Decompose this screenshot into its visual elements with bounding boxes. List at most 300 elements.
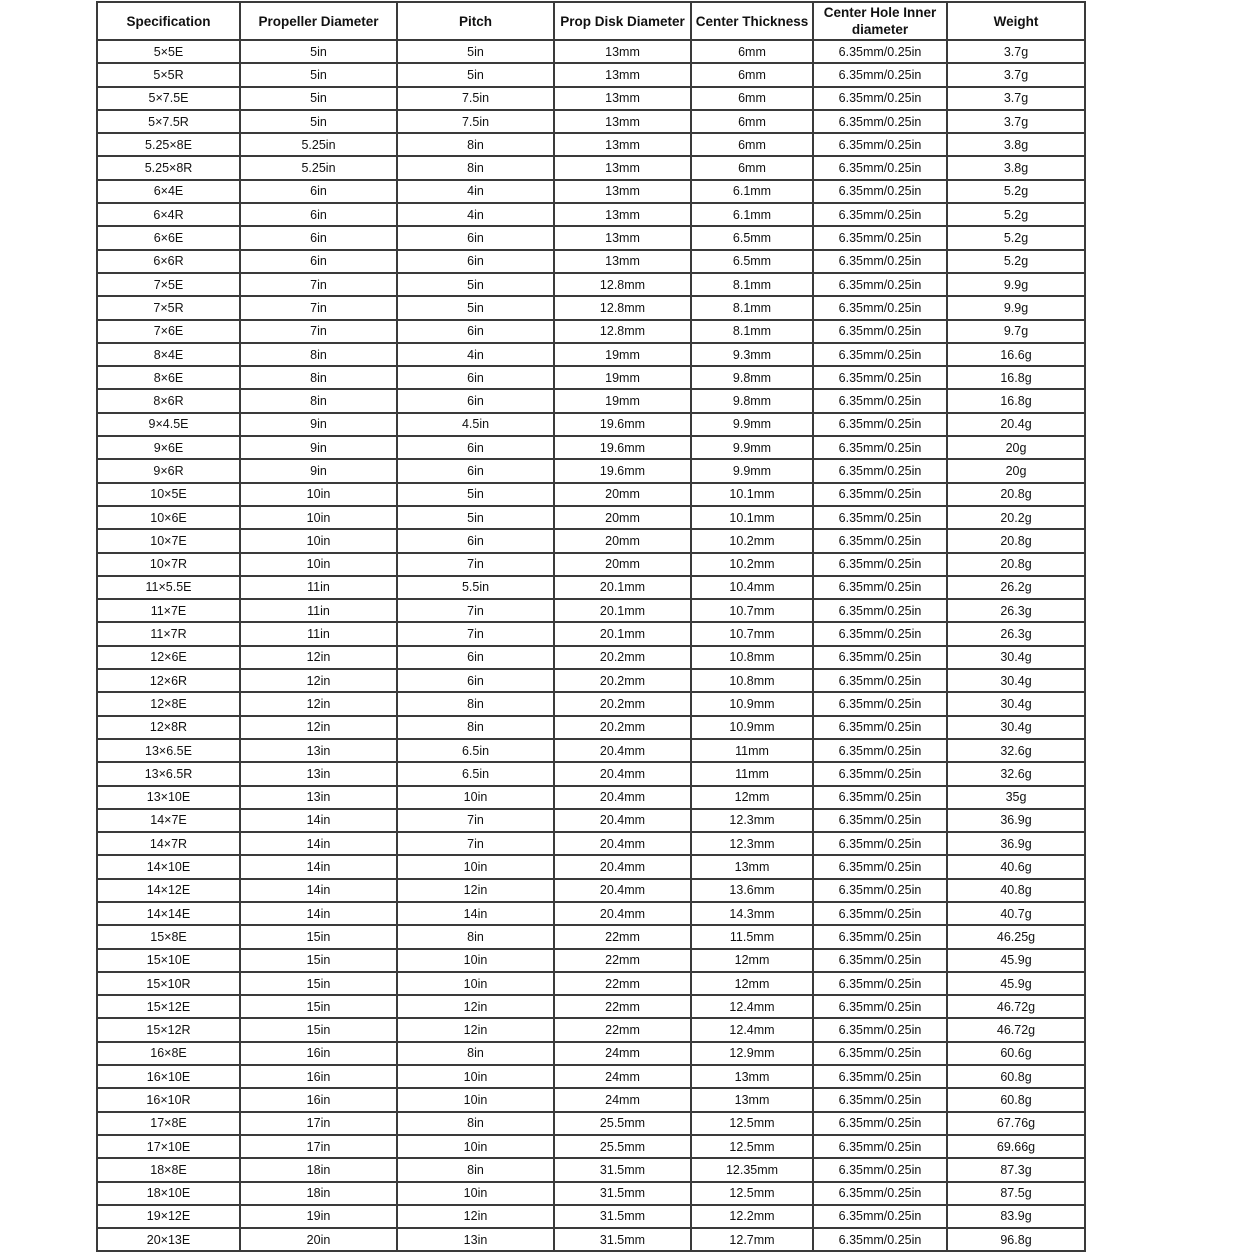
cell-center-hole-inner-diameter: 6.35mm/0.25in [813,40,947,63]
cell-center-thickness: 6mm [691,133,813,156]
cell-propeller-diameter: 14in [240,809,397,832]
cell-pitch: 6.5in [397,762,554,785]
table-row [97,1042,1085,1065]
cell-pitch: 6.5in [397,739,554,762]
cell-center-hole-inner-diameter: 6.35mm/0.25in [813,180,947,203]
table-row [97,180,1085,203]
cell-center-hole-inner-diameter: 6.35mm/0.25in [813,925,947,948]
cell-center-hole-inner-diameter: 6.35mm/0.25in [813,1112,947,1135]
cell-prop-disk-diameter: 31.5mm [554,1158,691,1181]
cell-pitch: 10in [397,1182,554,1205]
cell-spec: 6×4E [97,180,240,203]
cell-prop-disk-diameter: 12.8mm [554,273,691,296]
cell-weight: 9.7g [947,320,1085,343]
cell-center-thickness: 12.3mm [691,809,813,832]
cell-center-hole-inner-diameter: 6.35mm/0.25in [813,902,947,925]
cell-spec: 13×10E [97,786,240,809]
cell-prop-disk-diameter: 19mm [554,389,691,412]
cell-spec: 8×6E [97,366,240,389]
header-center-hole-inner-diameter: Center Hole Inner diameter [813,2,947,40]
cell-spec: 5×5R [97,63,240,86]
cell-weight: 30.4g [947,716,1085,739]
cell-pitch: 4in [397,203,554,226]
table-row [97,156,1085,179]
cell-propeller-diameter: 5.25in [240,133,397,156]
cell-pitch: 12in [397,995,554,1018]
cell-propeller-diameter: 6in [240,250,397,273]
cell-pitch: 12in [397,1205,554,1228]
cell-spec: 11×5.5E [97,576,240,599]
cell-pitch: 7.5in [397,87,554,110]
cell-spec: 5.25×8R [97,156,240,179]
cell-prop-disk-diameter: 22mm [554,972,691,995]
header-specification: Specification [97,2,240,40]
cell-propeller-diameter: 10in [240,506,397,529]
cell-center-hole-inner-diameter: 6.35mm/0.25in [813,366,947,389]
cell-spec: 13×6.5E [97,739,240,762]
cell-center-hole-inner-diameter: 6.35mm/0.25in [813,87,947,110]
table-row [97,1182,1085,1205]
cell-propeller-diameter: 15in [240,995,397,1018]
cell-prop-disk-diameter: 19mm [554,343,691,366]
cell-propeller-diameter: 15in [240,972,397,995]
cell-center-hole-inner-diameter: 6.35mm/0.25in [813,832,947,855]
cell-weight: 9.9g [947,273,1085,296]
cell-center-hole-inner-diameter: 6.35mm/0.25in [813,739,947,762]
table-row [97,646,1085,669]
cell-weight: 16.8g [947,366,1085,389]
cell-propeller-diameter: 10in [240,529,397,552]
cell-center-hole-inner-diameter: 6.35mm/0.25in [813,716,947,739]
cell-center-hole-inner-diameter: 6.35mm/0.25in [813,1182,947,1205]
cell-propeller-diameter: 17in [240,1112,397,1135]
cell-prop-disk-diameter: 20mm [554,529,691,552]
cell-pitch: 10in [397,786,554,809]
cell-weight: 30.4g [947,646,1085,669]
cell-pitch: 10in [397,1088,554,1111]
cell-prop-disk-diameter: 22mm [554,995,691,1018]
cell-center-thickness: 8.1mm [691,296,813,319]
cell-propeller-diameter: 5in [240,87,397,110]
cell-weight: 40.6g [947,855,1085,878]
cell-center-hole-inner-diameter: 6.35mm/0.25in [813,949,947,972]
cell-center-hole-inner-diameter: 6.35mm/0.25in [813,995,947,1018]
cell-weight: 5.2g [947,226,1085,249]
cell-pitch: 7.5in [397,110,554,133]
cell-prop-disk-diameter: 13mm [554,133,691,156]
cell-pitch: 14in [397,902,554,925]
cell-spec: 6×6E [97,226,240,249]
table-row [97,1112,1085,1135]
cell-propeller-diameter: 5.25in [240,156,397,179]
table-row [97,413,1085,436]
cell-center-hole-inner-diameter: 6.35mm/0.25in [813,203,947,226]
cell-weight: 46.25g [947,925,1085,948]
cell-prop-disk-diameter: 20.4mm [554,855,691,878]
table-row [97,949,1085,972]
cell-pitch: 8in [397,1112,554,1135]
cell-spec: 5×5E [97,40,240,63]
cell-center-hole-inner-diameter: 6.35mm/0.25in [813,1135,947,1158]
cell-prop-disk-diameter: 24mm [554,1088,691,1111]
cell-propeller-diameter: 6in [240,226,397,249]
cell-center-hole-inner-diameter: 6.35mm/0.25in [813,972,947,995]
cell-weight: 20g [947,436,1085,459]
cell-propeller-diameter: 16in [240,1042,397,1065]
cell-spec: 17×10E [97,1135,240,1158]
cell-center-hole-inner-diameter: 6.35mm/0.25in [813,553,947,576]
cell-spec: 8×6R [97,389,240,412]
cell-center-thickness: 10.2mm [691,529,813,552]
cell-weight: 45.9g [947,972,1085,995]
cell-center-hole-inner-diameter: 6.35mm/0.25in [813,506,947,529]
table-row [97,529,1085,552]
cell-propeller-diameter: 9in [240,459,397,482]
cell-spec: 9×6R [97,459,240,482]
cell-center-thickness: 12mm [691,972,813,995]
cell-prop-disk-diameter: 13mm [554,250,691,273]
header-propeller-diameter: Propeller Diameter [240,2,397,40]
cell-center-hole-inner-diameter: 6.35mm/0.25in [813,1158,947,1181]
cell-propeller-diameter: 12in [240,669,397,692]
cell-pitch: 13in [397,1228,554,1251]
table-row [97,553,1085,576]
table-row [97,739,1085,762]
cell-spec: 17×8E [97,1112,240,1135]
cell-propeller-diameter: 7in [240,273,397,296]
table-row [97,786,1085,809]
cell-prop-disk-diameter: 25.5mm [554,1112,691,1135]
cell-center-thickness: 6.1mm [691,203,813,226]
table-row [97,1088,1085,1111]
cell-propeller-diameter: 13in [240,739,397,762]
cell-weight: 30.4g [947,692,1085,715]
table-row [97,1205,1085,1228]
cell-propeller-diameter: 19in [240,1205,397,1228]
cell-center-thickness: 10.8mm [691,646,813,669]
cell-spec: 12×8R [97,716,240,739]
cell-weight: 20.8g [947,529,1085,552]
cell-weight: 3.7g [947,110,1085,133]
cell-center-thickness: 10.7mm [691,622,813,645]
cell-center-hole-inner-diameter: 6.35mm/0.25in [813,646,947,669]
cell-prop-disk-diameter: 20.1mm [554,622,691,645]
table-row [97,925,1085,948]
cell-prop-disk-diameter: 20mm [554,506,691,529]
cell-spec: 10×7E [97,529,240,552]
cell-pitch: 7in [397,832,554,855]
cell-center-hole-inner-diameter: 6.35mm/0.25in [813,459,947,482]
cell-center-thickness: 6.5mm [691,250,813,273]
cell-center-hole-inner-diameter: 6.35mm/0.25in [813,1065,947,1088]
cell-propeller-diameter: 14in [240,855,397,878]
cell-center-hole-inner-diameter: 6.35mm/0.25in [813,855,947,878]
cell-weight: 5.2g [947,180,1085,203]
cell-prop-disk-diameter: 19.6mm [554,436,691,459]
cell-center-thickness: 10.9mm [691,716,813,739]
cell-pitch: 6in [397,320,554,343]
cell-pitch: 6in [397,459,554,482]
cell-center-hole-inner-diameter: 6.35mm/0.25in [813,296,947,319]
cell-pitch: 8in [397,692,554,715]
cell-weight: 20.8g [947,483,1085,506]
table-row [97,366,1085,389]
cell-prop-disk-diameter: 20.2mm [554,669,691,692]
cell-weight: 32.6g [947,762,1085,785]
table-row [97,389,1085,412]
cell-prop-disk-diameter: 24mm [554,1042,691,1065]
cell-pitch: 8in [397,1042,554,1065]
cell-center-hole-inner-diameter: 6.35mm/0.25in [813,622,947,645]
cell-center-hole-inner-diameter: 6.35mm/0.25in [813,1018,947,1041]
cell-prop-disk-diameter: 20.4mm [554,809,691,832]
cell-center-thickness: 12.9mm [691,1042,813,1065]
cell-center-hole-inner-diameter: 6.35mm/0.25in [813,320,947,343]
table-row [97,110,1085,133]
table-header [97,2,1085,40]
cell-center-thickness: 6mm [691,63,813,86]
cell-propeller-diameter: 10in [240,553,397,576]
cell-center-hole-inner-diameter: 6.35mm/0.25in [813,156,947,179]
cell-prop-disk-diameter: 13mm [554,87,691,110]
cell-prop-disk-diameter: 20.4mm [554,786,691,809]
cell-pitch: 4.5in [397,413,554,436]
cell-propeller-diameter: 15in [240,925,397,948]
cell-weight: 16.6g [947,343,1085,366]
cell-center-thickness: 9.3mm [691,343,813,366]
cell-center-thickness: 12.7mm [691,1228,813,1251]
cell-pitch: 6in [397,226,554,249]
cell-spec: 16×8E [97,1042,240,1065]
table-row [97,576,1085,599]
table-row [97,855,1085,878]
cell-center-thickness: 6.5mm [691,226,813,249]
cell-center-hole-inner-diameter: 6.35mm/0.25in [813,1088,947,1111]
cell-prop-disk-diameter: 20mm [554,553,691,576]
cell-center-hole-inner-diameter: 6.35mm/0.25in [813,63,947,86]
cell-prop-disk-diameter: 25.5mm [554,1135,691,1158]
cell-prop-disk-diameter: 22mm [554,949,691,972]
cell-pitch: 6in [397,436,554,459]
table-row [97,972,1085,995]
table-row [97,273,1085,296]
cell-weight: 46.72g [947,995,1085,1018]
cell-spec: 10×7R [97,553,240,576]
cell-prop-disk-diameter: 19.6mm [554,459,691,482]
propeller-spec-table [96,1,1086,1252]
cell-propeller-diameter: 8in [240,366,397,389]
cell-propeller-diameter: 12in [240,716,397,739]
cell-pitch: 4in [397,343,554,366]
cell-propeller-diameter: 5in [240,63,397,86]
cell-spec: 15×10E [97,949,240,972]
cell-center-thickness: 13.6mm [691,879,813,902]
cell-center-thickness: 10.4mm [691,576,813,599]
cell-center-thickness: 9.9mm [691,413,813,436]
cell-pitch: 6in [397,646,554,669]
cell-weight: 87.5g [947,1182,1085,1205]
cell-pitch: 4in [397,180,554,203]
cell-propeller-diameter: 7in [240,320,397,343]
cell-pitch: 6in [397,669,554,692]
cell-center-thickness: 13mm [691,855,813,878]
cell-propeller-diameter: 16in [240,1088,397,1111]
cell-weight: 3.7g [947,63,1085,86]
cell-weight: 16.8g [947,389,1085,412]
cell-propeller-diameter: 18in [240,1182,397,1205]
cell-center-hole-inner-diameter: 6.35mm/0.25in [813,250,947,273]
cell-center-thickness: 10.9mm [691,692,813,715]
cell-propeller-diameter: 14in [240,879,397,902]
cell-propeller-diameter: 13in [240,762,397,785]
cell-prop-disk-diameter: 20.4mm [554,879,691,902]
cell-center-hole-inner-diameter: 6.35mm/0.25in [813,529,947,552]
cell-prop-disk-diameter: 20.2mm [554,692,691,715]
cell-center-hole-inner-diameter: 6.35mm/0.25in [813,389,947,412]
cell-pitch: 7in [397,622,554,645]
cell-spec: 15×10R [97,972,240,995]
header-center-thickness: Center Thickness [691,2,813,40]
cell-spec: 14×7R [97,832,240,855]
cell-spec: 12×6E [97,646,240,669]
table-row [97,669,1085,692]
cell-propeller-diameter: 8in [240,343,397,366]
cell-spec: 9×4.5E [97,413,240,436]
cell-center-thickness: 9.9mm [691,459,813,482]
cell-center-thickness: 10.7mm [691,599,813,622]
table-row [97,599,1085,622]
cell-center-hole-inner-diameter: 6.35mm/0.25in [813,226,947,249]
cell-weight: 5.2g [947,250,1085,273]
cell-pitch: 6in [397,389,554,412]
cell-prop-disk-diameter: 19.6mm [554,413,691,436]
table-row [97,1228,1085,1251]
cell-pitch: 10in [397,855,554,878]
cell-spec: 6×6R [97,250,240,273]
cell-center-thickness: 11mm [691,762,813,785]
cell-center-hole-inner-diameter: 6.35mm/0.25in [813,692,947,715]
table-row [97,809,1085,832]
cell-center-hole-inner-diameter: 6.35mm/0.25in [813,762,947,785]
cell-pitch: 8in [397,133,554,156]
table-row [97,879,1085,902]
cell-center-thickness: 6mm [691,40,813,63]
cell-spec: 5.25×8E [97,133,240,156]
cell-weight: 60.8g [947,1065,1085,1088]
table-row [97,436,1085,459]
cell-weight: 32.6g [947,739,1085,762]
cell-propeller-diameter: 11in [240,599,397,622]
cell-center-thickness: 12.5mm [691,1182,813,1205]
table-row [97,250,1085,273]
cell-prop-disk-diameter: 20.4mm [554,832,691,855]
cell-spec: 20×13E [97,1228,240,1251]
cell-center-hole-inner-diameter: 6.35mm/0.25in [813,133,947,156]
cell-spec: 9×6E [97,436,240,459]
cell-prop-disk-diameter: 31.5mm [554,1182,691,1205]
cell-weight: 20.2g [947,506,1085,529]
cell-propeller-diameter: 11in [240,622,397,645]
cell-weight: 60.8g [947,1088,1085,1111]
cell-prop-disk-diameter: 22mm [554,1018,691,1041]
header-row [97,2,1085,40]
cell-center-hole-inner-diameter: 6.35mm/0.25in [813,273,947,296]
cell-weight: 40.7g [947,902,1085,925]
cell-center-thickness: 12.35mm [691,1158,813,1181]
cell-spec: 5×7.5R [97,110,240,133]
cell-pitch: 8in [397,716,554,739]
cell-center-hole-inner-diameter: 6.35mm/0.25in [813,1205,947,1228]
cell-propeller-diameter: 10in [240,483,397,506]
cell-center-thickness: 12.4mm [691,1018,813,1041]
cell-pitch: 7in [397,599,554,622]
cell-propeller-diameter: 13in [240,786,397,809]
cell-weight: 3.7g [947,40,1085,63]
cell-weight: 20.8g [947,553,1085,576]
cell-prop-disk-diameter: 13mm [554,226,691,249]
cell-center-thickness: 14.3mm [691,902,813,925]
cell-propeller-diameter: 11in [240,576,397,599]
cell-pitch: 6in [397,250,554,273]
cell-spec: 8×4E [97,343,240,366]
cell-weight: 30.4g [947,669,1085,692]
cell-pitch: 6in [397,529,554,552]
cell-prop-disk-diameter: 20.4mm [554,762,691,785]
cell-pitch: 7in [397,809,554,832]
cell-prop-disk-diameter: 24mm [554,1065,691,1088]
cell-propeller-diameter: 14in [240,832,397,855]
cell-prop-disk-diameter: 20.1mm [554,576,691,599]
cell-weight: 3.8g [947,133,1085,156]
cell-spec: 15×12R [97,1018,240,1041]
cell-center-hole-inner-diameter: 6.35mm/0.25in [813,483,947,506]
table-row [97,622,1085,645]
cell-pitch: 5in [397,273,554,296]
cell-weight: 20g [947,459,1085,482]
cell-center-thickness: 13mm [691,1065,813,1088]
cell-spec: 19×12E [97,1205,240,1228]
cell-pitch: 6in [397,366,554,389]
cell-center-thickness: 12.3mm [691,832,813,855]
table-row [97,133,1085,156]
cell-center-thickness: 6mm [691,87,813,110]
cell-weight: 83.9g [947,1205,1085,1228]
cell-propeller-diameter: 5in [240,40,397,63]
cell-center-hole-inner-diameter: 6.35mm/0.25in [813,669,947,692]
cell-center-thickness: 10.2mm [691,553,813,576]
table-row [97,459,1085,482]
cell-pitch: 10in [397,949,554,972]
cell-center-hole-inner-diameter: 6.35mm/0.25in [813,110,947,133]
cell-prop-disk-diameter: 20.4mm [554,739,691,762]
cell-pitch: 8in [397,1158,554,1181]
table-row [97,320,1085,343]
cell-center-thickness: 11.5mm [691,925,813,948]
cell-propeller-diameter: 15in [240,949,397,972]
cell-pitch: 5in [397,483,554,506]
cell-spec: 6×4R [97,203,240,226]
cell-prop-disk-diameter: 31.5mm [554,1205,691,1228]
cell-pitch: 8in [397,925,554,948]
cell-pitch: 5in [397,40,554,63]
cell-propeller-diameter: 6in [240,203,397,226]
header-pitch: Pitch [397,2,554,40]
cell-center-thickness: 6mm [691,156,813,179]
cell-prop-disk-diameter: 20.1mm [554,599,691,622]
cell-center-hole-inner-diameter: 6.35mm/0.25in [813,809,947,832]
header-prop-disk-diameter: Prop Disk Diameter [554,2,691,40]
table-row [97,1135,1085,1158]
